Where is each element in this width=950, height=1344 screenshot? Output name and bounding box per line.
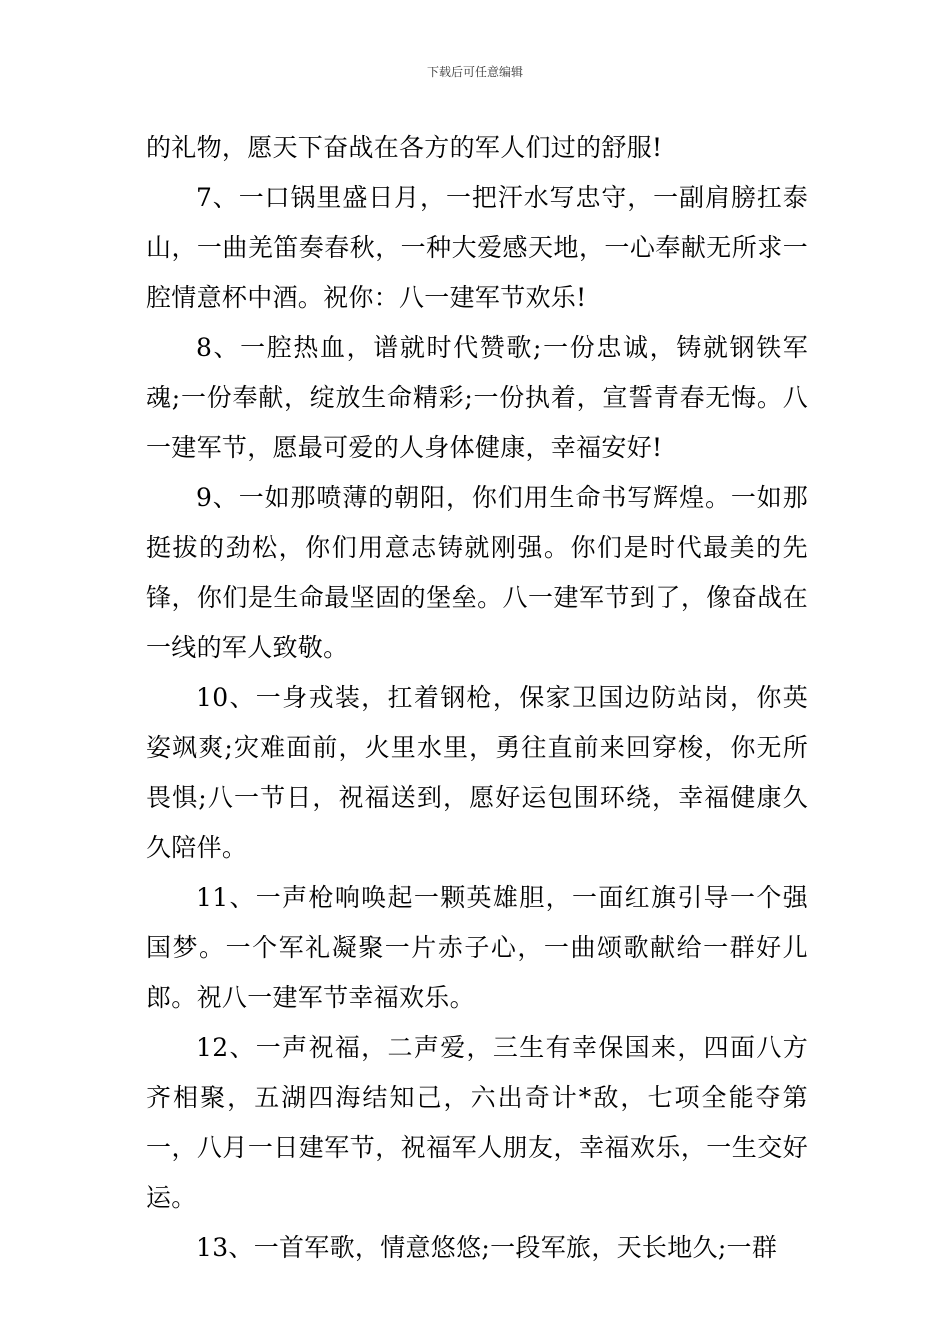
paragraph: 13、一首军歌，情意悠悠;一段军旅，天长地久;一群	[196, 1233, 778, 1262]
paragraph: 9、一如那喷薄的朝阳，你们用生命书写辉煌。一如那挺拔的劲松，你们用意志铸就刚强。你们是时代最美的先锋，你们是生命最坚固的堡垒。八一建军节到了，像奋战在一线的军人致敬。	[146, 483, 808, 662]
paragraph: 12、一声祝福，二声爱，三生有幸保国来，四面八方齐相聚，五湖四海结知己，六出奇计*敌，七项全能夺第一，八月一日建军节，祝福军人朋友，幸福欢乐，一生交好运。	[146, 1033, 808, 1212]
paragraph: 8、一腔热血，谱就时代赞歌;一份忠诚，铸就钢铁军魂;一份奉献，绽放生命精彩;一份执着，宣誓青春无悔。八一建军节，愿最可爱的人身体健康，幸福安好!	[146, 333, 808, 462]
paragraph: 的礼物，愿天下奋战在各方的军人们过的舒服!	[146, 133, 663, 162]
paragraph: 10、一身戎装，扛着钢枪，保家卫国边防站岗，你英姿飒爽;灾难面前，火里水里，勇往直前来回穿梭，你无所畏惧;八一节日，祝福送到，愿好运包围环绕，幸福健康久久陪伴。	[146, 683, 808, 862]
document-body	[146, 123, 808, 1273]
page-header: 下载后可任意编辑	[426, 65, 523, 79]
paragraph: 11、一声枪响唤起一颗英雄胆，一面红旗引导一个强国梦。一个军礼凝聚一片赤子心，一曲颂歌献给一群好儿郎。祝八一建军节幸福欢乐。	[146, 883, 808, 1012]
paragraph: 7、一口锅里盛日月，一把汗水写忠守，一副肩膀扛泰山，一曲羌笛奏春秋，一种大爱感天地，一心奉献无所求一腔情意杯中酒。祝你：八一建军节欢乐!	[146, 183, 808, 312]
